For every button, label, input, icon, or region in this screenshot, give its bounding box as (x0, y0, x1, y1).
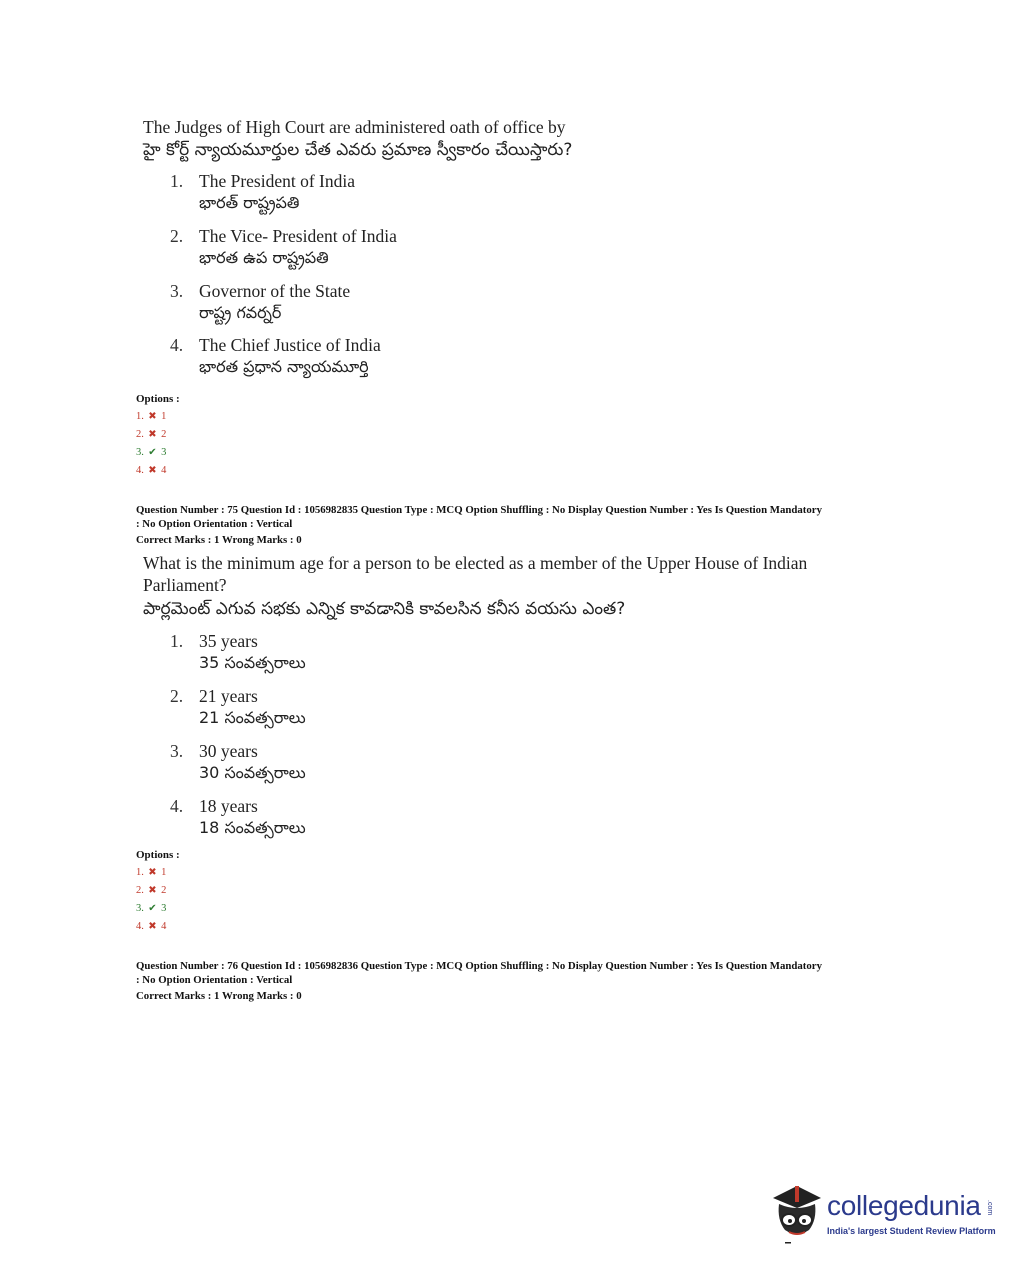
answer-label: 1. (136, 867, 144, 878)
meta-line-2: : No Option Orientation : Vertical (136, 974, 293, 986)
choice-text-en: The Vice- President of India (199, 226, 397, 246)
options-heading: Options : (136, 393, 180, 405)
answer-option-4 (136, 465, 166, 477)
choice-text-te: 21 సంవత్సరాలు (199, 708, 306, 727)
student-mascot-icon (767, 1180, 827, 1250)
meta-line-1: Question Number : 76 Question Id : 1056982836 Question Type : MCQ Option Shuffling : No Display Question Number : Yes Is Question Mandatory (136, 960, 822, 972)
question-74-text-te: హై కోర్ట్ న్యాయమూర్తుల చేత ఎవరు ప్రమాణ స్వీకారం చేయిస్తారు? (143, 140, 573, 160)
question-75-text-en: What is the minimum age for a person to be elected as a member of the Upper House of Indian Parliament? (143, 553, 808, 595)
answer-value: 3 (161, 903, 167, 914)
choice-number: 3. (170, 741, 184, 761)
answer-option-4 (136, 921, 166, 933)
choice-number: 1. (170, 631, 184, 651)
choice-text-te: 18 సంవత్సరాలు (199, 818, 306, 837)
question-74-text-en: The Judges of High Court are administered oath of office by (143, 117, 566, 137)
cross-icon: ✖ (148, 465, 157, 476)
check-icon: ✔ (148, 447, 157, 458)
choice-number: 3. (170, 281, 184, 301)
choice-text-en: 35 years (199, 631, 258, 651)
choice-text-en: 21 years (199, 686, 258, 706)
choice-text-te: భారత్ రాష్ట్రపతి (199, 193, 300, 212)
choice-number: 4. (170, 796, 184, 816)
answer-label: 2. (136, 429, 144, 440)
answer-label: 3. (136, 903, 144, 914)
answer-option-2 (136, 885, 166, 897)
choice-number: 4. (170, 335, 184, 355)
choice-text-te: భారత ఉప రాష్ట్రపతి (199, 248, 329, 267)
choice-text-en: Governor of the State (199, 281, 351, 301)
choice-number: 2. (170, 226, 184, 246)
meta-line-3: Correct Marks : 1 Wrong Marks : 0 (136, 534, 302, 546)
answer-value: 4 (161, 465, 167, 476)
choice-number: 1. (170, 171, 184, 191)
choice-text-te: 35 సంవత్సరాలు (199, 653, 306, 672)
answer-value: 4 (161, 921, 167, 932)
choice-text-te: రాష్ట్ర గవర్నర్ (199, 303, 282, 322)
cross-icon: ✖ (148, 885, 157, 896)
answer-label: 4. (136, 921, 144, 932)
cross-icon: ✖ (148, 921, 157, 932)
cross-icon: ✖ (148, 429, 157, 440)
choice-text-te: భారత ప్రధాన న్యాయమూర్తి (199, 357, 369, 376)
choice-number: 2. (170, 686, 184, 706)
options-heading: Options : (136, 849, 180, 861)
answer-option-1 (136, 867, 166, 879)
answer-value: 2 (161, 429, 167, 440)
cross-icon: ✖ (148, 867, 157, 878)
answer-label: 1. (136, 411, 144, 422)
logo-domain-suffix: .com (986, 1200, 993, 1216)
choice-text-en: 30 years (199, 741, 258, 761)
logo-wordmark: collegedunia (827, 1190, 981, 1221)
answer-value: 2 (161, 885, 167, 896)
question-75-text-te: పార్లమెంట్ ఎగువ సభకు ఎన్నిక కావడానికి కావలసిన కనీస వయసు ఎంత? (143, 599, 626, 619)
choice-text-te: 30 సంవత్సరాలు (199, 763, 306, 782)
cross-icon: ✖ (148, 411, 157, 422)
logo-tagline: India's largest Student Review Platform (827, 1226, 996, 1236)
answer-label: 3. (136, 447, 144, 458)
answer-option-3 (136, 903, 166, 915)
choice-text-en: The Chief Justice of India (199, 335, 381, 355)
choice-text-en: 18 years (199, 796, 258, 816)
collegedunia-logo (767, 1180, 997, 1250)
answer-value: 1 (161, 867, 167, 878)
answer-option-1 (136, 411, 166, 423)
meta-line-3: Correct Marks : 1 Wrong Marks : 0 (136, 990, 302, 1002)
choice-text-en: The President of India (199, 171, 355, 191)
answer-label: 4. (136, 465, 144, 476)
answer-option-3 (136, 447, 166, 459)
meta-line-1: Question Number : 75 Question Id : 1056982835 Question Type : MCQ Option Shuffling : No Display Question Number : Yes Is Question Mandatory (136, 504, 822, 516)
answer-label: 2. (136, 885, 144, 896)
answer-value: 1 (161, 411, 167, 422)
check-icon: ✔ (148, 903, 157, 914)
question-76-meta (136, 959, 916, 1003)
answer-value: 3 (161, 447, 167, 458)
answer-option-2 (136, 429, 166, 441)
meta-line-2: : No Option Orientation : Vertical (136, 518, 293, 530)
question-75-meta (136, 503, 916, 547)
